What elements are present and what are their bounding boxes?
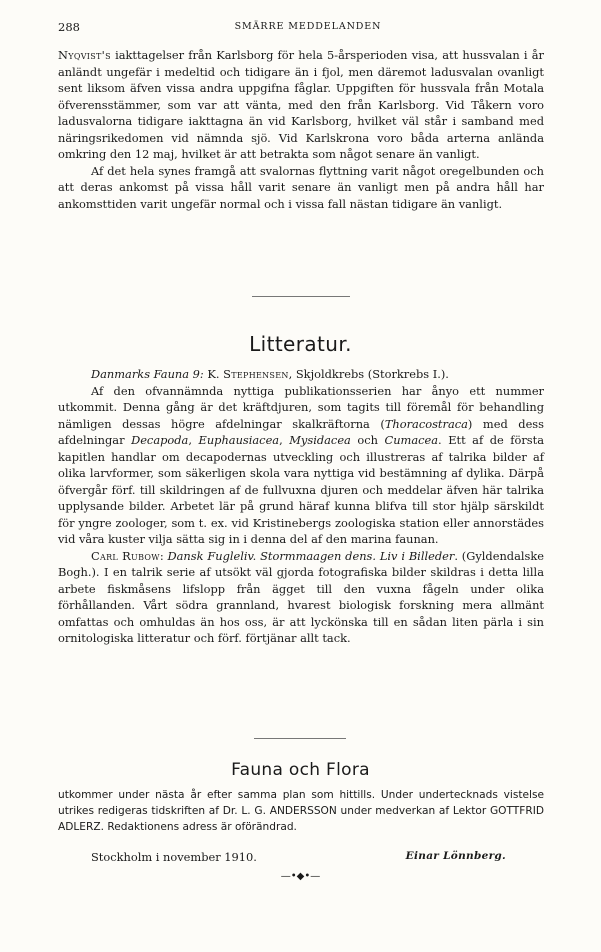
review-1-body: Af den ofvannämnda nyttiga publikationsserien har ånyo ett nummer utkommit. Denna gång är det kräftdjuren, som tagits till föremål för behandling nämligen dessas högre afdelningar skalkräftorna (Thoracostraca) med dess afdelningar Decapoda, Euphausiacea, Mysidacea och Cumacea. Ett af de första kapitlen handlar om decapodernas utveckling och illustreras af talrika bilder af olika larvformer, som säkerligen skola vara nyttiga vid bestämning af dylika. Därpå öfvergår förf. till skildringen af de fullvuxna djuren och meddelar äfven här talrika upplysande bilder. Arbetet lär på grund häraf kunna blifva till stor hjälp särskildt för yngre zoologer, som t. ex. vid Kristinebergs zoologiska station eller annorstädes vid våra kuster vilja sätta sig in i denna del af den marina faunan. (58, 383, 544, 546)
review-1-author: Stephensen (223, 367, 289, 381)
review-1-citation: Danmarks Fauna 9: K. Stephensen, Skjoldkrebs (Storkrebs I.). (91, 367, 449, 381)
section-divider (252, 296, 350, 297)
signature-line (58, 850, 544, 868)
place-date: Stockholm i november 1910. (91, 850, 257, 864)
review-2-title: Dansk Fugleliv. Stormmaagen dens. Liv i Billeder (167, 548, 455, 563)
section-divider (254, 738, 346, 739)
fauna-heading: Fauna och Flora (231, 760, 370, 780)
journal-announcement: utkommer under nästa år efter samma plan som hittills. Under undertecknads vistelse utrikes redigeras tidskriften af Dr. L. G. ANDERSSON under medverkan af Lektor GOTTFRID ADLERZ. Redaktionens adress är oförändrad. (58, 789, 544, 833)
page-number: 288 (58, 20, 80, 34)
swallow-report-text (58, 47, 544, 212)
running-title: SMÄRRE MEDDELANDEN (234, 21, 382, 32)
running-header (58, 20, 558, 40)
observer-name: Nyqvist's (58, 48, 111, 62)
editor-signature: Einar Lönnberg. (405, 850, 506, 862)
end-ornament: —•◆•— (280, 871, 321, 882)
review-2-author: Carl Rubow (91, 548, 160, 563)
review-1-title: Danmarks Fauna 9: (91, 367, 204, 381)
litteratur-text (58, 366, 544, 647)
review-2: Carl Rubow: Dansk Fugleliv. Stormmaagen dens. Liv i Billeder. (Gyldendalske Bogh.). I en talrik serie af utsökt väl gjorda fotografiska bilder skildras i detta lilla arbete fiskmåsens lifslopp från ägget till den vuxna fågeln under olika förhållanden. Vårt södra grannland, hvarest biologisk forskning mera allmänt omfattas och omhuldas än hos oss, är att lyckönska till en sådan liten pärla i sin ornitologiska litteratur och förf. förtjänar allt tack. (58, 548, 545, 645)
swallow-paragraph-1: Nyqvist's iakttagelser från Karlsborg för hela 5-årsperioden visa, att hussvalan i år anländt ungefär i medeltid och tidigare än i fjol, men däremot ladusvalan ovanligt sent liksom äfven vissa andra uppgifna fåglar. Uppgiften för hussvala från Motala öfverensstämmer, som var att vänta, med den från Karlsborg. Vid Tåkern voro ladusvalorna tidigare iakttagna än vid Karlsborg, hvilket väl står i samband med näringsrikedomen vid nämnda sjö. Vid Karlskrona voro båda arterna anlända omkring den 12 maj, hvilket är att betrakta som något senare än vanligt. (58, 48, 544, 161)
litteratur-heading: Litteratur. (249, 332, 352, 356)
swallow-paragraph-2: Af det hela synes framgå att svalornas flyttning varit något oregelbunden och att deras ankomst på vissa håll varit senare än vanligt men på andra håll har ankomsttiden varit ungefär normal och i vissa fall nästan tidigare än vanligt. (58, 163, 544, 211)
